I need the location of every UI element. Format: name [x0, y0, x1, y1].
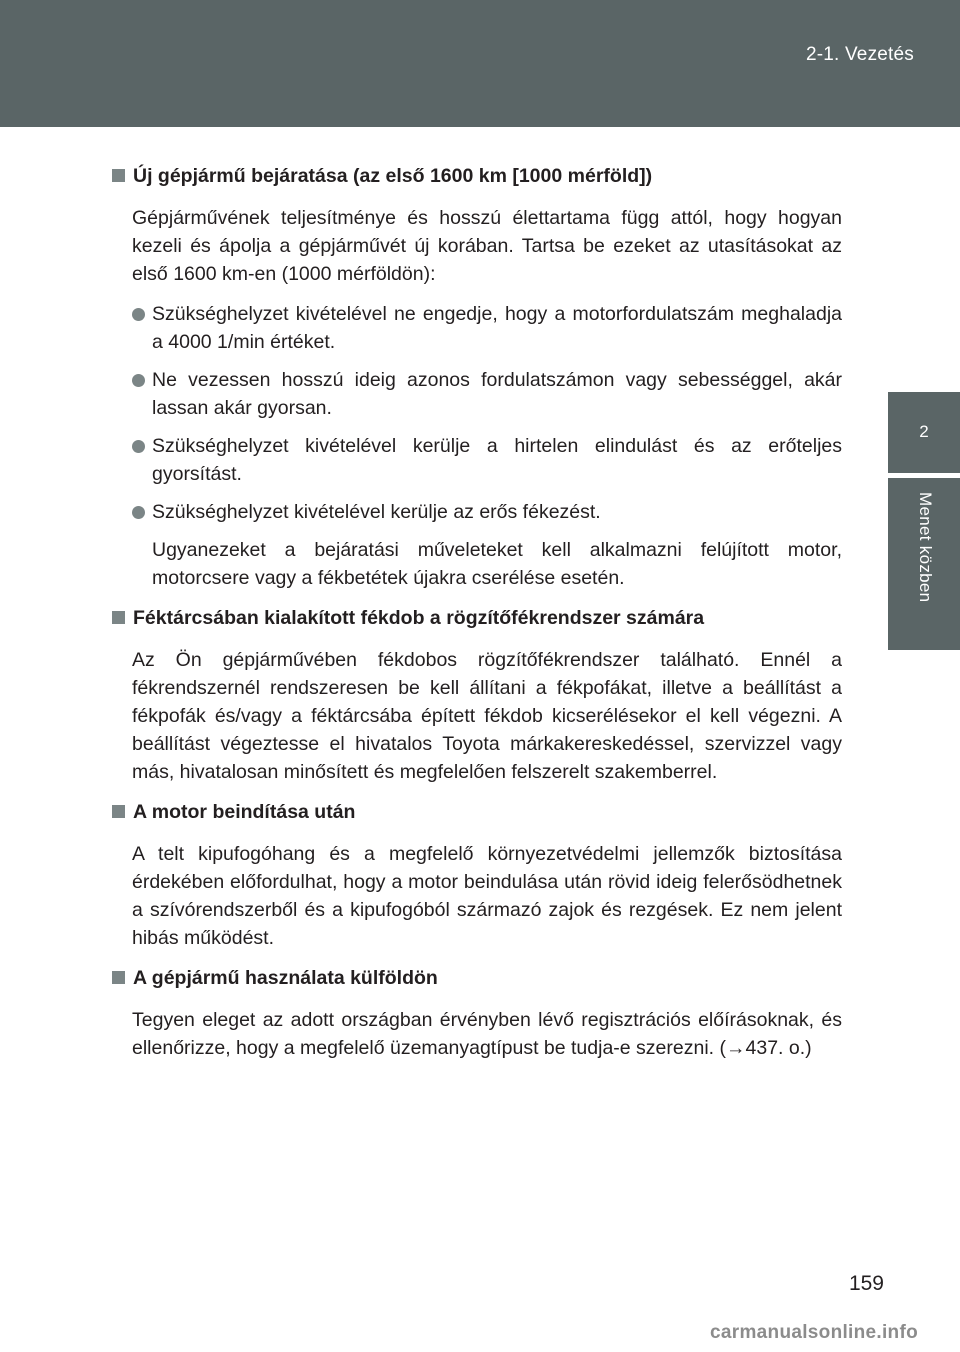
section-title — [110, 798, 842, 826]
section-title-text: A motor beindítása után — [133, 801, 356, 823]
watermark-text[interactable]: carmanualsonline.info — [710, 1322, 918, 1343]
list-item — [132, 300, 842, 356]
square-bullet-icon — [112, 611, 125, 624]
chapter-number: 2 — [919, 422, 929, 441]
paragraph: A telt kipufogóhang és a megfelelő környezetvédelmi jellemzők biztosítása érdekében előfordulhat, hogy a motor beindulása után rövid ideig felerősödhetnek a szívórendszerből és a kipufogóból származó zajok és rezgések. Ez nem jelent hibás működést. — [132, 843, 842, 949]
circle-bullet-icon — [132, 374, 145, 387]
list-item — [132, 432, 842, 488]
note-paragraph: Ugyanezeket a bejáratási műveleteket kell alkalmazni felújított motor, motorcsere vagy a fékbetétek újakra cserélése esetén. — [152, 539, 842, 589]
circle-bullet-icon — [132, 440, 145, 453]
list-item-text: Ne vezessen hosszú ideig azonos fordulatszámon vagy sebességgel, akár lassan akár gyorsan. — [152, 369, 842, 419]
paragraph[interactable]: Tegyen eleget az adott országban érvényben lévő regisztrációs előírásoknak, és ellenőrizze, hogy a megfelelő üzemanyagtípust be tudja-e szerezni. (→437. o.) — [132, 1009, 842, 1059]
square-bullet-icon — [112, 971, 125, 984]
section-title-text: Új gépjármű bejáratása (az első 1600 km [1000 mérföld]) — [133, 165, 653, 187]
paragraph: Gépjárművének teljesítménye és hosszú élettartama függ attól, hogy hogyan kezeli és ápolja a gépjárművét új korában. Tartsa be ezeket az utasításokat az első 1600 km-en (1000 mérföldön): — [132, 207, 842, 285]
square-bullet-icon — [112, 805, 125, 818]
circle-bullet-icon — [132, 506, 145, 519]
section-title-text: A gépjármű használata külföldön — [133, 967, 438, 989]
chapter-label: Menet közben — [916, 492, 935, 603]
section-title — [110, 162, 842, 190]
side-tab-divider — [888, 473, 960, 478]
section-title-text: Féktárcsában kialakított fékdob a rögzítőfékrendszer számára — [133, 607, 705, 629]
paragraph: Az Ön gépjárművében fékdobos rögzítőfékrendszer található. Ennél a fékrendszernél rendszeresen be kell állítani a fékpofákat, illetve a beállítást a fékpofák és/vagy a féktárcsába épített fékdob kicserélésekor el kell végezni. A beállítást végeztesse el hivatalos Toyota márkakereskedéssel, szervizzel vagy más, hivatalosan minősített és megfelelően felszerelt szakemberrel. — [132, 649, 842, 783]
list-item-text: Szükséghelyzet kivételével kerülje az erős fékezést. — [152, 501, 601, 523]
page-content — [110, 162, 842, 1074]
square-bullet-icon — [112, 169, 125, 182]
list-item — [132, 366, 842, 422]
section-title — [110, 964, 842, 992]
list-item-text: Szükséghelyzet kivételével ne engedje, hogy a motorfordulatszám meghaladja a 4000 1/min értéket. — [152, 303, 842, 353]
circle-bullet-icon — [132, 308, 145, 321]
section-title — [110, 604, 842, 632]
list-item-text: Szükséghelyzet kivételével kerülje a hirtelen elindulást és az erőteljes gyorsítást. — [152, 435, 842, 485]
section-header-title: 2-1. Vezetés — [805, 44, 914, 65]
list-item — [132, 498, 842, 526]
page-number: 159 — [848, 1272, 884, 1295]
